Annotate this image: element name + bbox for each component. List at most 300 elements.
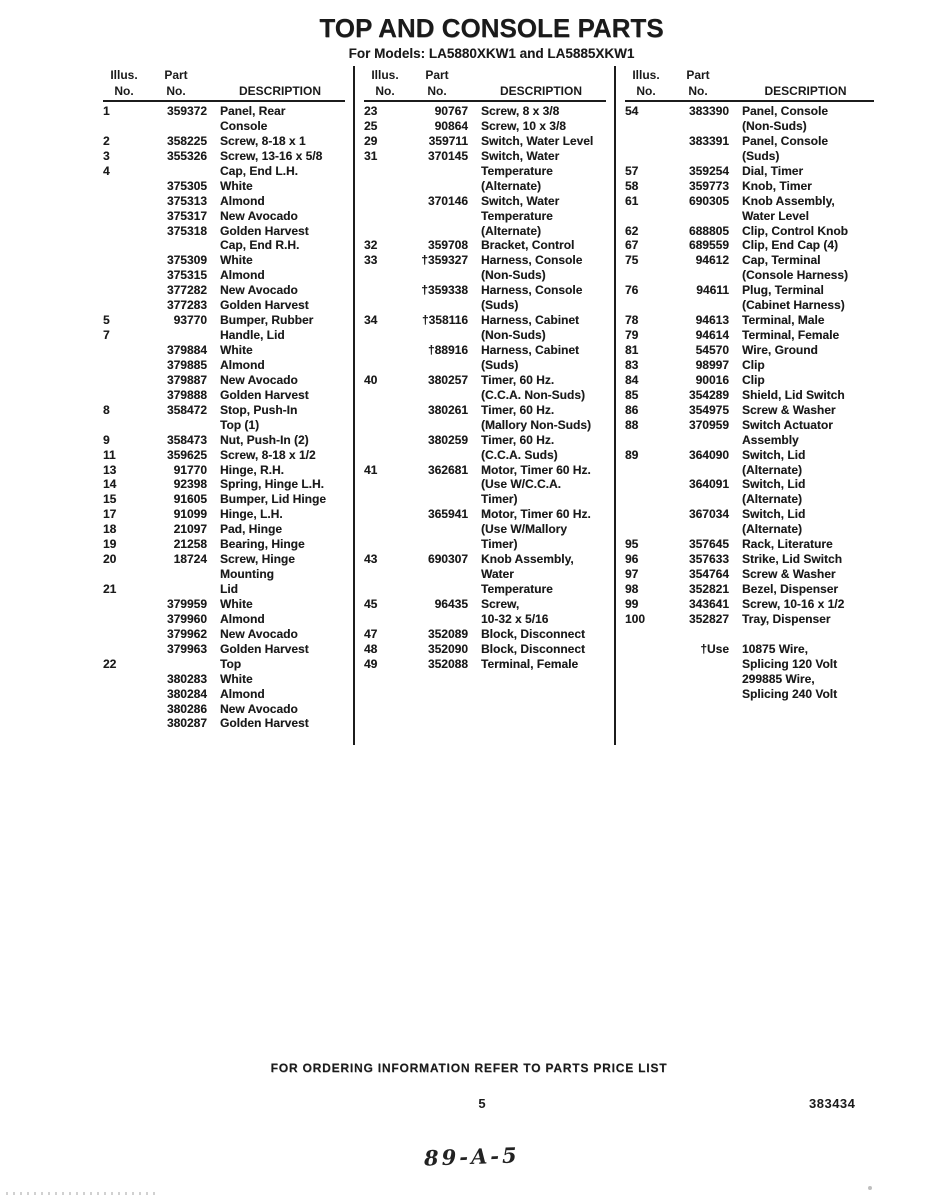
description: (Use W/Mallory [481, 522, 568, 537]
illus-no: 21 [103, 582, 117, 596]
table-row-line [625, 179, 882, 194]
illus-no: 2 [103, 133, 110, 148]
ordering-note: FOR ORDERING INFORMATION REFER TO PARTS PRICE LIST [270, 1061, 668, 1075]
illus-no: 48 [364, 641, 378, 656]
table-row-line [103, 298, 353, 313]
illus-header-top: Illus. [110, 68, 138, 82]
part-no: 383390 [688, 104, 729, 118]
illus-no [103, 716, 145, 731]
part-no: 379887 [166, 372, 207, 387]
description: New Avocado [220, 701, 298, 716]
description: Screw & Washer [742, 567, 836, 582]
illus-no [625, 642, 667, 657]
description: Water [481, 567, 514, 582]
illus-no: 34 [364, 313, 378, 328]
table-row-line [103, 209, 353, 224]
description: Block, Disconnect [481, 626, 586, 641]
parts-rows-3 [625, 104, 882, 702]
part-no: 21258 [173, 537, 207, 552]
illus-no: 11 [103, 447, 116, 462]
table-row-line [103, 582, 353, 597]
parts-rows-1 [103, 104, 353, 731]
table-row-line [103, 492, 353, 507]
description: New Avocado [220, 372, 298, 387]
part-no: 90016 [695, 372, 729, 387]
illus-no: 9 [103, 432, 110, 447]
illus-no [625, 134, 667, 149]
part-no: 352821 [688, 582, 729, 596]
description: (Alternate) [742, 462, 803, 477]
illus-no [625, 268, 667, 283]
description: Temperature [481, 208, 553, 223]
part-no [667, 687, 729, 702]
table-row-line [625, 268, 882, 283]
table-row-line [364, 582, 614, 597]
description: Motor, Timer 60 Hz. [481, 507, 591, 522]
description: (C.C.A. Suds) [481, 447, 558, 462]
header-rule [364, 100, 606, 102]
parts-column-2 [353, 66, 614, 745]
header-rule [103, 100, 345, 102]
table-row-line [103, 253, 353, 268]
table-row-line [625, 463, 882, 478]
table-row-line [103, 672, 353, 687]
part-no: 359372 [166, 104, 207, 118]
description: Screw, [481, 596, 520, 611]
part-no: 91605 [173, 492, 207, 507]
table-row-line [103, 463, 353, 478]
part-no-header [406, 66, 468, 99]
part-no: 54570 [695, 343, 729, 357]
parts-column-1 [100, 66, 353, 745]
illus-header-bottom: No. [636, 84, 656, 98]
illus-no [625, 492, 667, 507]
illus-no [625, 672, 667, 687]
table-row-line [103, 612, 353, 627]
page-number: 5 [478, 1096, 486, 1111]
description: Mounting [220, 567, 274, 582]
table-row-line [625, 119, 882, 134]
description: Harness, Console [481, 283, 583, 298]
description: Plug, Terminal [742, 283, 824, 298]
description: Hinge, R.H. [220, 462, 285, 477]
illus-no: 67 [625, 238, 639, 253]
part-no: 375317 [166, 208, 207, 223]
description: Panel, Console [742, 104, 829, 118]
description: Motor, Timer 60 Hz. [481, 462, 591, 477]
description: Spring, Hinge L.H. [220, 477, 324, 492]
part-header-bottom: No. [688, 84, 708, 98]
part-no: 377283 [166, 298, 207, 313]
description: White [220, 253, 253, 268]
part-no: 690305 [688, 193, 729, 208]
description: Console [220, 118, 268, 133]
illus-no: 58 [625, 178, 639, 193]
table-row-line [625, 388, 882, 403]
table-row-line [364, 657, 614, 672]
part-no: †358116 [421, 313, 468, 328]
table-row-line [364, 642, 614, 657]
description: Cap, End R.H. [220, 238, 300, 253]
description: Terminal, Female [481, 656, 579, 671]
part-no: †359327 [421, 253, 468, 268]
part-no: 379960 [166, 611, 207, 626]
description: (Cabinet Harness) [742, 298, 845, 313]
illus-no-header [625, 66, 667, 99]
illus-no [364, 433, 406, 448]
illus-no [364, 567, 406, 582]
illus-header-bottom: No. [375, 84, 395, 98]
description: Clip, End Cap (4) [742, 238, 838, 253]
part-no: †88916 [427, 343, 468, 357]
table-row-line [103, 403, 353, 418]
handwritten-code: 89-A-5 [423, 1142, 520, 1171]
part-no [406, 164, 468, 179]
table-row-line [103, 238, 353, 253]
description: Switch, Water [481, 148, 560, 163]
description: Hinge, L.H. [220, 507, 283, 522]
description: Timer, 60 Hz. [481, 402, 555, 417]
part-no: 362681 [427, 462, 468, 477]
illus-no: 57 [625, 163, 639, 178]
table-row-line [364, 537, 614, 552]
table-row-line [625, 477, 882, 492]
part-no: 359708 [427, 238, 468, 253]
description: Screw, Hinge [220, 552, 295, 567]
part-no-header [145, 66, 207, 99]
part-no [667, 522, 729, 537]
illus-no [625, 627, 667, 642]
illus-no: 31 [364, 148, 378, 163]
part-no: 688805 [688, 223, 729, 238]
illus-no: 84 [625, 372, 639, 387]
illus-no: 95 [625, 537, 639, 552]
table-row-line [103, 328, 353, 343]
part-no: 367034 [688, 507, 729, 522]
table-row-line [103, 119, 353, 134]
table-row-line [364, 179, 614, 194]
parts-column-3 [614, 66, 882, 745]
table-row-line [103, 597, 353, 612]
part-no [145, 238, 207, 253]
column-header [103, 66, 353, 99]
illus-no [103, 672, 145, 687]
scan-artifact [868, 1186, 872, 1190]
table-row-line [364, 313, 614, 328]
column-header [364, 66, 614, 99]
description: Panel, Console [742, 133, 829, 148]
part-no: 375305 [166, 178, 207, 193]
table-row-line [364, 463, 614, 478]
illus-no [103, 373, 145, 388]
table-row-line [625, 627, 882, 642]
description: White [220, 178, 253, 193]
part-no: 94611 [696, 283, 729, 298]
part-no: 94612 [695, 253, 729, 268]
table-row-line [625, 194, 882, 209]
illus-no [103, 268, 145, 283]
table-row-line [103, 507, 353, 522]
part-no: 379959 [166, 596, 207, 611]
illus-no [364, 298, 406, 313]
description: Tray, Dispenser [742, 611, 831, 626]
part-no: 96435 [434, 596, 468, 611]
illus-no [103, 283, 145, 298]
description: Switch, Lid [742, 477, 806, 492]
illus-no: 25 [364, 118, 378, 133]
illus-no [364, 418, 406, 433]
table-row-line [103, 388, 353, 403]
part-no [145, 567, 207, 582]
description-header-label: DESCRIPTION [499, 84, 582, 98]
illus-no [364, 477, 406, 492]
part-no: 98997 [695, 357, 729, 372]
description: Harness, Cabinet [481, 313, 580, 328]
table-row-line [625, 612, 882, 627]
description: Golden Harvest [220, 223, 309, 238]
description: New Avocado [220, 208, 298, 223]
illus-no: 32 [364, 238, 378, 253]
illus-no-header [103, 66, 145, 99]
part-no [667, 119, 729, 134]
description: Almond [220, 193, 265, 208]
part-no: 359711 [428, 133, 468, 148]
description: Splicing 240 Volt [742, 686, 838, 701]
table-row-line [625, 134, 882, 149]
description: Screw, 13-16 x 5/8 [220, 148, 323, 163]
part-no: 94614 [695, 328, 729, 343]
table-row-line [103, 477, 353, 492]
table-row-line [625, 298, 882, 313]
table-row-line [625, 657, 882, 672]
part-no: 379962 [166, 626, 207, 641]
part-no: 364091 [688, 477, 729, 492]
table-row-line [625, 283, 882, 298]
part-header-top: Part [425, 68, 449, 82]
part-no: 357633 [688, 552, 729, 567]
table-row-line [625, 672, 882, 687]
part-no: 359254 [688, 163, 729, 178]
table-row-line [103, 657, 353, 672]
table-row-line [364, 104, 614, 119]
description: Screw, 10 x 3/8 [481, 118, 566, 133]
part-no [406, 179, 468, 194]
description: (C.C.A. Non-Suds) [481, 387, 585, 402]
part-no [667, 209, 729, 224]
part-no: 375313 [166, 193, 207, 208]
description: (Non-Suds) [742, 118, 807, 133]
illus-no [625, 477, 667, 492]
illus-no [625, 657, 667, 672]
illus-no [625, 687, 667, 702]
table-row-line [625, 343, 882, 358]
part-no [406, 448, 468, 463]
description: Golden Harvest [220, 298, 309, 313]
part-no: 689559 [688, 238, 729, 253]
table-row-line [625, 403, 882, 418]
part-no: 357645 [688, 537, 729, 552]
description: (Mallory Non-Suds) [481, 417, 591, 432]
table-row-line [364, 238, 614, 253]
description: 10-32 x 5/16 [481, 611, 549, 626]
part-no: †Use [700, 641, 729, 656]
description: Terminal, Female [742, 328, 840, 343]
part-no: 358472 [166, 402, 207, 417]
part-no: 380286 [166, 701, 207, 716]
illus-no: 99 [625, 596, 639, 611]
description: Dial, Timer [742, 163, 804, 178]
description: Almond [220, 268, 265, 283]
table-row-line [103, 104, 353, 119]
part-header-top: Part [686, 68, 710, 82]
illus-no: 4 [103, 163, 110, 178]
illus-no: 88 [625, 417, 639, 432]
description: Knob, Timer [742, 178, 812, 193]
description: White [220, 671, 253, 686]
illus-no [103, 388, 145, 403]
illus-no [103, 642, 145, 657]
part-no [667, 149, 729, 164]
table-row-line [625, 224, 882, 239]
illus-no [364, 448, 406, 463]
table-row-line [625, 164, 882, 179]
description-header [729, 66, 882, 99]
table-row-line [103, 283, 353, 298]
part-no [667, 268, 729, 283]
table-row-line [364, 209, 614, 224]
illus-no: 83 [625, 357, 639, 372]
description: Bracket, Control [481, 238, 575, 253]
illus-header-top: Illus. [371, 68, 399, 82]
header-rule [625, 100, 874, 102]
illus-no: 62 [625, 223, 639, 238]
illus-no [364, 328, 406, 343]
scan-artifact [6, 1192, 156, 1195]
illus-no [625, 463, 667, 478]
parts-rows-2 [364, 104, 614, 672]
table-row-line [364, 403, 614, 418]
description: Switch, Lid [742, 507, 806, 522]
illus-no: 15 [103, 492, 117, 507]
part-no [667, 433, 729, 448]
parts-table [100, 66, 882, 745]
illus-no [364, 522, 406, 537]
description: Almond [220, 611, 265, 626]
illus-no-header [364, 66, 406, 99]
illus-no [103, 238, 145, 253]
doc-number: 383434 [809, 1096, 856, 1111]
illus-no: 3 [103, 148, 110, 163]
part-no: 365941 [427, 507, 468, 522]
table-row-line [364, 552, 614, 567]
description: Almond [220, 357, 265, 372]
illus-no [625, 522, 667, 537]
table-row-line [103, 418, 353, 433]
part-no: 352088 [427, 656, 468, 671]
table-row-line [625, 328, 882, 343]
illus-no: 81 [625, 343, 639, 357]
illus-no: 40 [364, 372, 378, 387]
description: Almond [220, 686, 265, 701]
table-row-line [625, 522, 882, 537]
illus-no: 79 [625, 328, 639, 343]
table-row-line [625, 552, 882, 567]
part-no: 359625 [166, 447, 207, 462]
description: Block, Disconnect [481, 641, 586, 656]
part-no [406, 567, 468, 582]
part-no [667, 627, 729, 642]
part-no: 343641 [688, 596, 729, 611]
description: New Avocado [220, 283, 298, 298]
illus-no [103, 418, 145, 433]
illus-no: 54 [625, 104, 639, 118]
part-no: 370145 [427, 148, 468, 163]
illus-no [103, 358, 145, 373]
part-no [667, 463, 729, 478]
description: Screw, 8-18 x 1/2 [220, 447, 316, 462]
illus-no: 20 [103, 552, 117, 567]
part-no: 375315 [166, 268, 207, 283]
table-row-line [364, 433, 614, 448]
table-row-line [364, 164, 614, 179]
illus-no [364, 388, 406, 403]
description-header-label: DESCRIPTION [764, 84, 847, 98]
illus-no [103, 253, 145, 268]
table-row-line [364, 597, 614, 612]
description-header [207, 66, 353, 99]
description: Terminal, Male [742, 313, 825, 328]
table-row-line [103, 627, 353, 642]
part-no: 380261 [427, 402, 468, 417]
table-row-line [625, 448, 882, 463]
illus-no: 22 [103, 656, 117, 671]
description: Assembly [742, 432, 799, 447]
column-header [625, 66, 882, 99]
description: (Non-Suds) [481, 328, 546, 343]
table-row-line [103, 224, 353, 239]
part-no: 375318 [166, 223, 207, 238]
part-no: 355326 [166, 148, 207, 163]
table-row-line [103, 149, 353, 164]
description: Switch, Lid [742, 447, 806, 462]
table-row-line [103, 179, 353, 194]
description: (Alternate) [481, 223, 542, 238]
illus-no [103, 119, 145, 134]
illus-no [103, 687, 145, 702]
illus-no: 47 [364, 626, 378, 641]
part-no [406, 328, 468, 343]
table-row-line [103, 567, 353, 582]
table-row-line [625, 373, 882, 388]
illus-no: 49 [364, 656, 378, 671]
part-no: 91099 [173, 507, 207, 522]
part-no [667, 492, 729, 507]
description: Panel, Rear [220, 104, 286, 118]
description: Timer) [481, 537, 518, 552]
illus-no [103, 224, 145, 239]
part-no [145, 657, 207, 672]
illus-no: 5 [103, 313, 110, 328]
description: Cap, End L.H. [220, 163, 298, 178]
table-row-line [625, 104, 882, 119]
illus-no [103, 194, 145, 209]
illus-no [364, 492, 406, 507]
description: (Suds) [742, 148, 780, 163]
part-no: 354975 [688, 402, 729, 417]
part-no [667, 298, 729, 313]
table-row-line [364, 119, 614, 134]
illus-no [364, 179, 406, 194]
